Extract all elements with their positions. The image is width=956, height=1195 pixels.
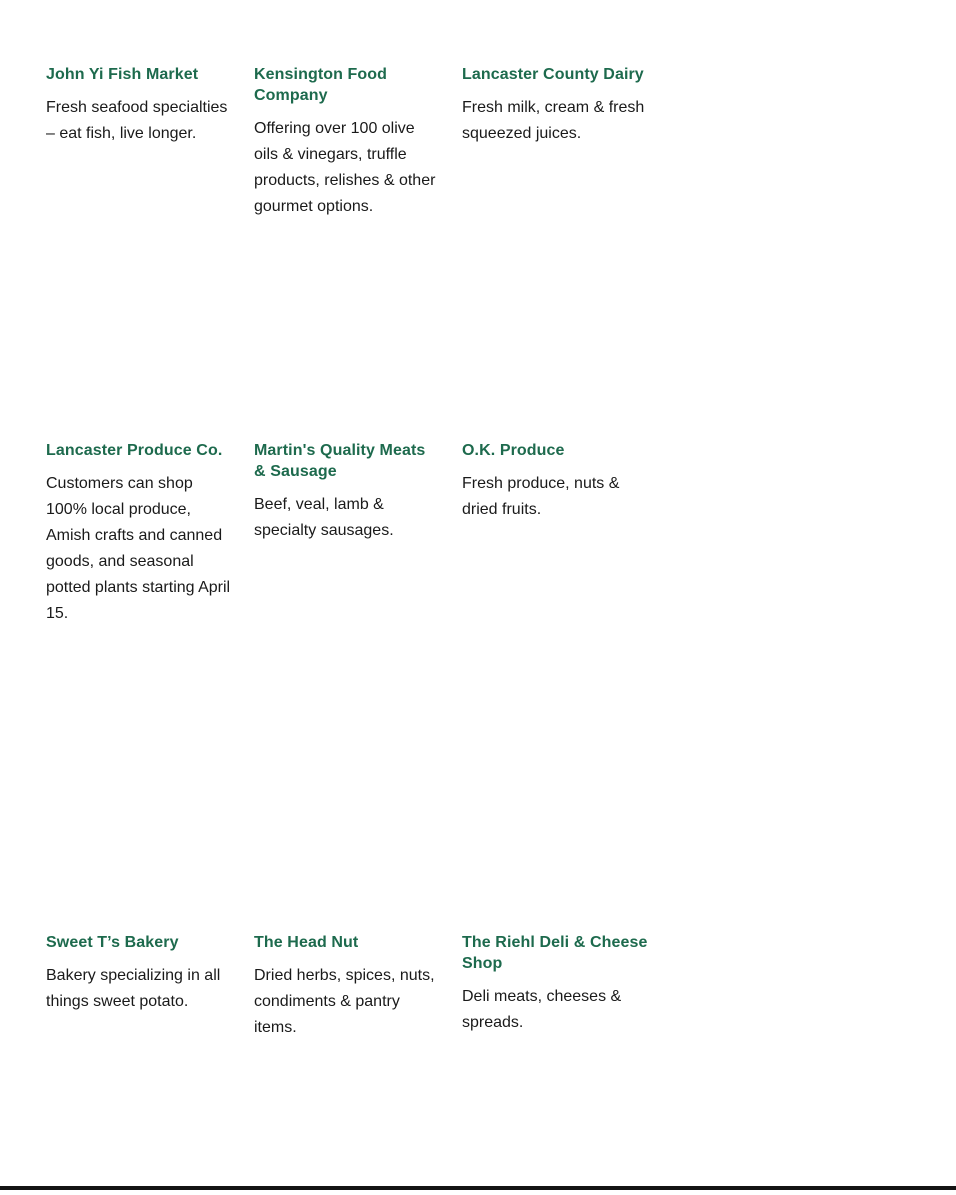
vendor-name: Martin's Quality Meats & Sausage [254,442,426,480]
vendor-card[interactable] [462,932,648,1036]
vendor-name: John Yi Fish Market [46,66,199,83]
vendor-row [0,0,956,440]
vendor-row [0,932,956,1118]
vendor-card[interactable] [46,64,232,147]
vendor-description: Bakery specializing in all things sweet potato. [46,967,221,1010]
vendor-name: Kensington Food Company [254,66,388,104]
vendor-card[interactable] [46,932,232,1015]
vendor-description: Deli meats, cheeses & spreads. [462,988,622,1031]
vendor-row [0,440,956,932]
vendor-card[interactable] [46,440,232,627]
vendor-name: Lancaster County Dairy [462,66,644,83]
vendor-name: The Riehl Deli & Cheese Shop [462,934,648,972]
vendor-name: Sweet T’s Bakery [46,934,179,951]
vendor-description: Customers can shop 100% local produce, Amish crafts and canned goods, and seasonal potted plants starting April 15. [46,475,231,622]
vendor-card[interactable] [462,64,648,147]
vendor-card[interactable] [462,440,648,523]
vendor-description: Offering over 100 olive oils & vinegars, truffle products, relishes & other gourmet options. [254,120,436,215]
vendor-description: Beef, veal, lamb & specialty sausages. [254,496,394,539]
vendor-card[interactable] [254,932,440,1041]
vendor-card[interactable] [254,64,440,220]
vendor-description: Fresh seafood specialties – eat fish, live longer. [46,99,228,142]
page-bottom-rule [0,1186,956,1190]
vendor-description: Dried herbs, spices, nuts, condiments & pantry items. [254,967,435,1036]
vendor-description: Fresh milk, cream & fresh squeezed juices. [462,99,645,142]
vendor-name: O.K. Produce [462,442,565,459]
vendor-name: The Head Nut [254,934,359,951]
vendor-card[interactable] [254,440,440,544]
vendor-description: Fresh produce, nuts & dried fruits. [462,475,620,518]
vendor-name: Lancaster Produce Co. [46,442,223,459]
